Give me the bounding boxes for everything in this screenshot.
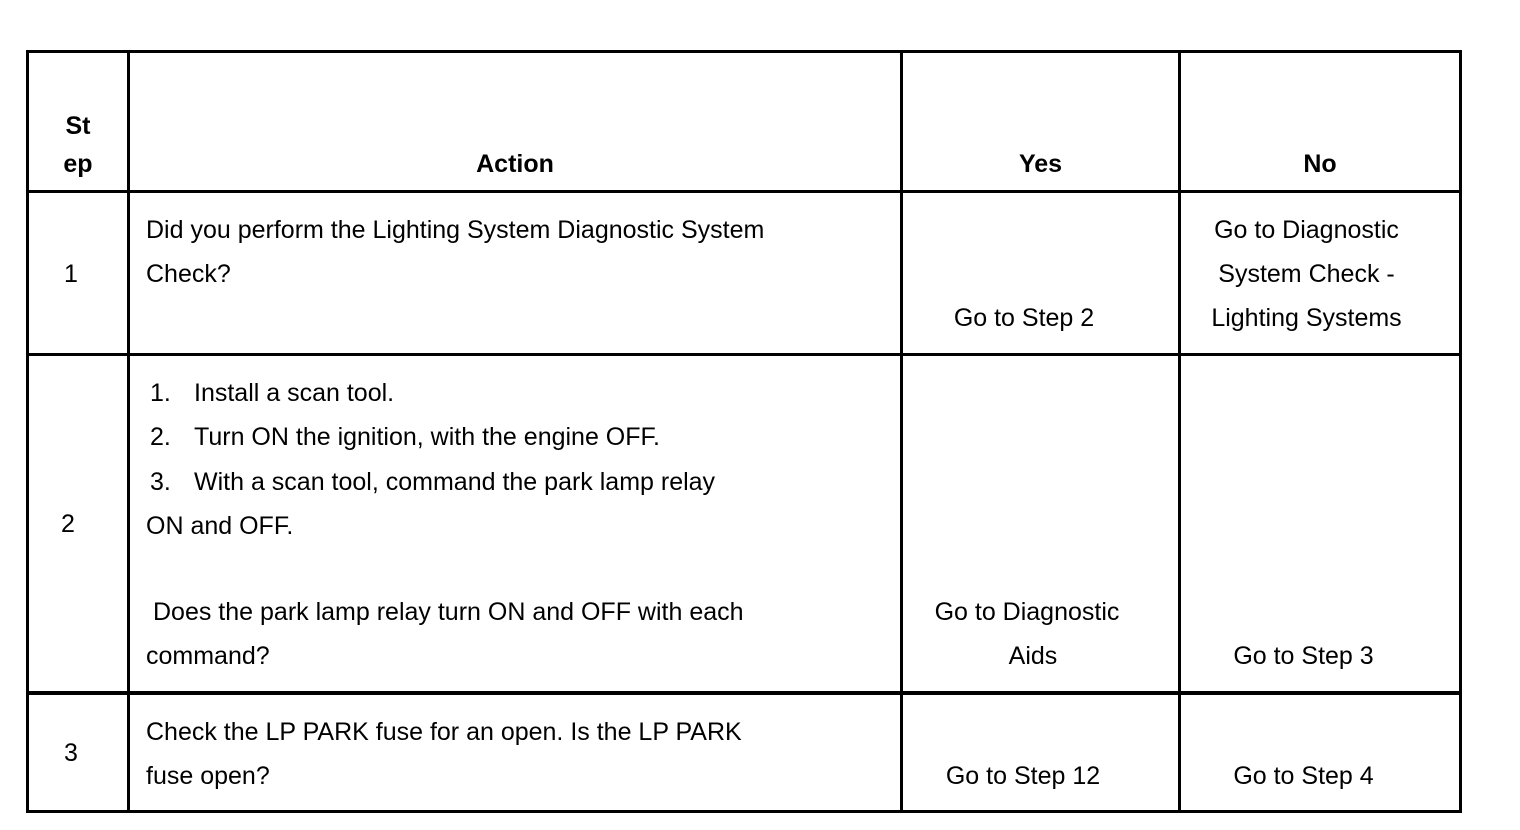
row2-item2-number: 2. [150, 423, 171, 451]
row2-step: 2 [61, 510, 75, 538]
diagnostic-table [26, 50, 1462, 813]
table-border-bottom [26, 810, 1462, 813]
row2-no: Go to Step 3 [1233, 642, 1374, 670]
row2-item1-number: 1. [150, 379, 171, 407]
row2-yes-line2: Aids [1008, 642, 1058, 670]
row3-step: 3 [64, 739, 78, 767]
row2-item1-text: Install a scan tool. [194, 379, 395, 407]
row1-step: 1 [64, 260, 78, 288]
row2-item2-text: Turn ON the ignition, with the engine OFF. [194, 423, 660, 451]
row3-yes: Go to Step 12 [945, 762, 1101, 790]
row2-question-line1: Does the park lamp relay turn ON and OFF with each [153, 598, 744, 626]
row2-item3-continuation: ON and OFF. [146, 512, 294, 540]
header-step-line1: St [65, 112, 91, 140]
row3-no: Go to Step 4 [1233, 762, 1374, 790]
row1-no-line1: Go to Diagnostic [1214, 216, 1399, 244]
row1-no-line3: Lighting Systems [1211, 304, 1402, 332]
header-no: No [1303, 150, 1337, 178]
row3-action-line2: fuse open? [146, 762, 270, 790]
header-action: Action [476, 150, 554, 178]
row-divider-1 [26, 353, 1462, 356]
row1-action-line1: Did you perform the Lighting System Diagnostic System [146, 216, 765, 244]
header-step [29, 104, 127, 186]
row2-item3-text: With a scan tool, command the park lamp relay [194, 468, 716, 496]
row-divider-header [26, 190, 1462, 193]
row2-item3-number: 3. [150, 468, 171, 496]
table-border-top [26, 50, 1462, 53]
table-border-right [1459, 50, 1462, 813]
row1-yes: Go to Step 2 [953, 304, 1095, 332]
row2-question-line2: command? [146, 642, 270, 670]
row-divider-2 [26, 691, 1462, 695]
row1-no-line2: System Check - [1218, 260, 1395, 288]
header-yes: Yes [1018, 150, 1063, 178]
row3-action-line1: Check the LP PARK fuse for an open. Is the LP PARK [146, 718, 742, 746]
row1-action-line2: Check? [146, 260, 231, 288]
row2-yes-line1: Go to Diagnostic [934, 598, 1120, 626]
header-step-line2: ep [63, 150, 93, 178]
